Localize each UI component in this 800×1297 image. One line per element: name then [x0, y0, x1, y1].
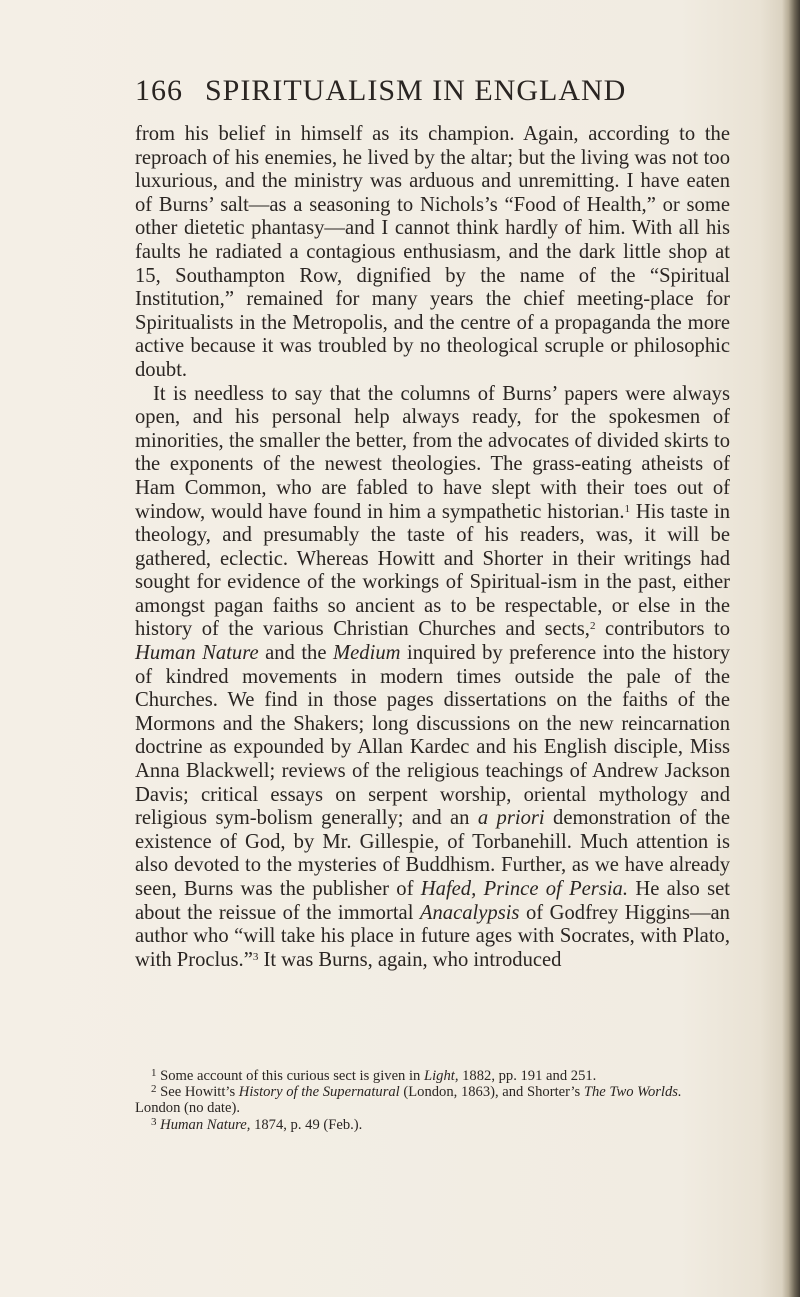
footnote-number: 3 — [151, 1115, 157, 1128]
footnote-1 — [135, 1068, 730, 1084]
footnote-ref-1[interactable]: 1 — [624, 502, 630, 515]
text-run: and the — [258, 642, 333, 665]
footnote-text: 1874, p. 49 (Feb.). — [250, 1116, 363, 1133]
footnote-title: Human Nature, — [160, 1116, 251, 1133]
text-run: demonstration of the existence of God, by Mr. Gillespie, of Torbanehill. Much attention is also devoted to the mysteries of Buddhism. Further, as we have already seen, Burns was the publisher of — [135, 807, 730, 900]
text-run: He also set about the reissue of the immortal — [135, 878, 730, 924]
footnote-ref-3[interactable]: 3 — [252, 950, 259, 963]
footnote-ref-2[interactable]: 2 — [589, 620, 596, 633]
footnote-title: Light, — [424, 1068, 459, 1084]
footnote-title: History of the Supernatural — [238, 1084, 400, 1101]
title-anacalypsis: Anacalypsis — [419, 901, 520, 924]
footnote-number: 2 — [151, 1083, 157, 1096]
text-run: contributors to — [595, 618, 730, 641]
title-hafed: Hafed, Prince of Persia. — [420, 878, 629, 900]
footnote-text: Some account of this curious sect is given in — [156, 1068, 425, 1084]
footnote-text: (London, 1863), and Shorter’s — [399, 1084, 584, 1101]
running-header — [135, 74, 655, 108]
footnote-3 — [135, 1117, 730, 1133]
footnotes — [135, 1068, 730, 1133]
footnote-number: 1 — [151, 1067, 157, 1079]
paragraph-1 — [135, 123, 730, 383]
body-text — [135, 123, 730, 972]
text-run: It was Burns, again, who introduced — [258, 948, 562, 971]
title-human-nature: Human Nature — [135, 642, 259, 665]
footnote-text: 1882, pp. 191 and 251. — [458, 1068, 597, 1084]
title-medium: Medium — [333, 642, 401, 665]
page-number: 166 — [135, 74, 183, 107]
paragraph-2 — [135, 383, 730, 973]
text-run: His taste in theology, and presumably the taste of his readers, was, it will be gathered, eclectic. Whereas Howitt and Shorter in their writings had sought for evidence of the workings of Spiritual-ism in the past, either amongst pagan faiths so ancient as to be respectable, or else in the history of the various Christian Churches and sects, — [135, 500, 730, 641]
phrase-a-priori: a priori — [477, 807, 545, 830]
text-run: of Godfrey Higgins—an author who “will take his place in future ages with Socrates, with Plato, with Proclus.” — [135, 901, 730, 971]
page-edge-shadow — [782, 0, 800, 1297]
running-title: SPIRITUALISM IN ENGLAND — [205, 74, 627, 107]
text-run: inquired by preference into the history of kindred movements in modern times outside the pale of the Churches. We find in those pages dissertations on the faiths of the Mormons and the Shakers; long discussions on the new reincarnation doctrine as expounded by Allan Kardec and his English disciple, Miss Anna Blackwell; reviews of the religious teachings of Andrew Jackson Davis; critical essays on serpent worship, oriental mythology and religious sym-bolism generally; and an — [135, 642, 730, 830]
text-run: It is needless to say that the columns of Burns’ papers were always open, and his personal help always ready, for the spokesmen of minorities, the smaller the better, from the advocates of divided skirts to the exponents of the newest theologies. The grass-eating atheists of Ham Common, who are fabled to have slept with their toes out of window, would have found in him a sympathetic historian. — [135, 382, 730, 523]
footnote-text: London (no date). — [135, 1100, 240, 1117]
footnote-2 — [135, 1084, 730, 1116]
footnote-title: The Two Worlds. — [583, 1084, 682, 1101]
footnote-text: See Howitt’s — [156, 1084, 239, 1101]
paragraph-1-text: from his belief in himself as its champion. Again, according to the reproach of his enemies, he lived by the altar; but the living was not too luxurious, and the ministry was arduous and unremitting. I have eaten of Burns’ salt—as a seasoning to Nichols’s “Food of Health,” or some other dietetic phantasy—and I cannot think hardly of him. With all his faults he radiated a contagious enthusiasm, and the dark little shop at 15, Southampton Row, dignified by the name of the “Spiritual Institution,” remained for many years the chief meeting-place for Spiritualists in the Metropolis, and the centre of a propaganda the more active because it was troubled by no theological scruple or philosophic doubt. — [135, 123, 730, 381]
